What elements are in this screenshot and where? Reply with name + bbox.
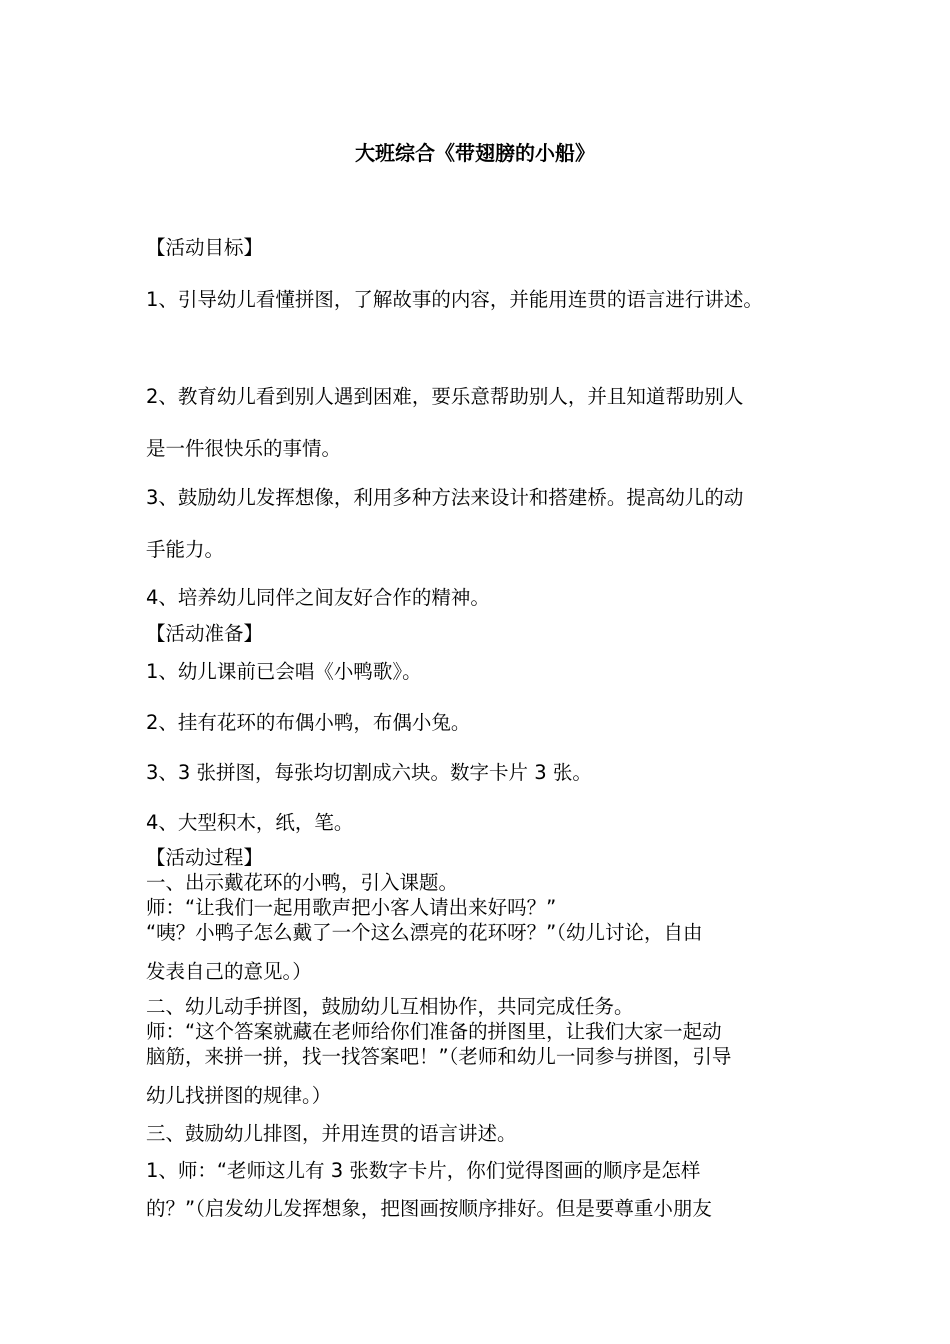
section-heading-process: 【活动过程】 <box>146 846 264 869</box>
paragraph-line: 1、引导幼儿看懂拼图，了解故事的内容，并能用连贯的语言进行讲述。 <box>146 288 763 311</box>
paragraph-line: 二、幼儿动手拼图，鼓励幼儿互相协作，共同完成任务。 <box>146 995 634 1018</box>
section-heading-goals: 【活动目标】 <box>146 236 264 259</box>
paragraph-line: 2、教育幼儿看到别人遇到困难，要乐意帮助别人，并且知道帮助别人 <box>146 385 744 408</box>
paragraph-line: 三、鼓励幼儿排图，并用连贯的语言讲述。 <box>146 1122 517 1145</box>
document-title: 大班综合《带翅膀的小船》 <box>355 141 595 165</box>
paragraph-line: 师：“这个答案就藏在老师给你们准备的拼图里，让我们大家一起动 <box>146 1020 722 1043</box>
paragraph-line: 发表自己的意见。） <box>146 960 312 983</box>
paragraph-line: 2、挂有花环的布偶小鸭，布偶小兔。 <box>146 711 471 734</box>
paragraph-line: 3、鼓励幼儿发挥想像，利用多种方法来设计和搭建桥。提高幼儿的动 <box>146 486 744 509</box>
paragraph-line: 是一件很快乐的事情。 <box>146 437 342 460</box>
section-heading-preparation: 【活动准备】 <box>146 622 264 645</box>
paragraph-line: 4、培养幼儿同伴之间友好合作的精神。 <box>146 586 490 609</box>
paragraph-line: 4、大型积木，纸，笔。 <box>146 811 354 834</box>
paragraph-line: 脑筋，来拼一拼，找一找答案吧！”（老师和幼儿一同参与拼图，引导 <box>146 1045 732 1068</box>
paragraph-line: “咦？小鸭子怎么戴了一个这么漂亮的花环呀？”（幼儿讨论，自由 <box>146 921 703 944</box>
paragraph-line: 师：“让我们一起用歌声把小客人请出来好吗？” <box>146 896 557 919</box>
paragraph-line: 3、3 张拼图，每张均切割成六块。数字卡片 3 张。 <box>146 761 592 784</box>
paragraph-line: 1、幼儿课前已会唱《小鸭歌》。 <box>146 660 422 683</box>
paragraph-line: 幼儿找拼图的规律。） <box>146 1084 332 1107</box>
paragraph-line: 手能力。 <box>146 538 225 561</box>
paragraph-line: 一、出示戴花环的小鸭，引入课题。 <box>146 871 459 894</box>
paragraph-line: 1、师：“老师这儿有 3 张数字卡片，你们觉得图画的顺序是怎样 <box>146 1159 701 1182</box>
paragraph-line: 的？”（启发幼儿发挥想象，把图画按顺序排好。但是要尊重小朋友 <box>146 1197 712 1220</box>
